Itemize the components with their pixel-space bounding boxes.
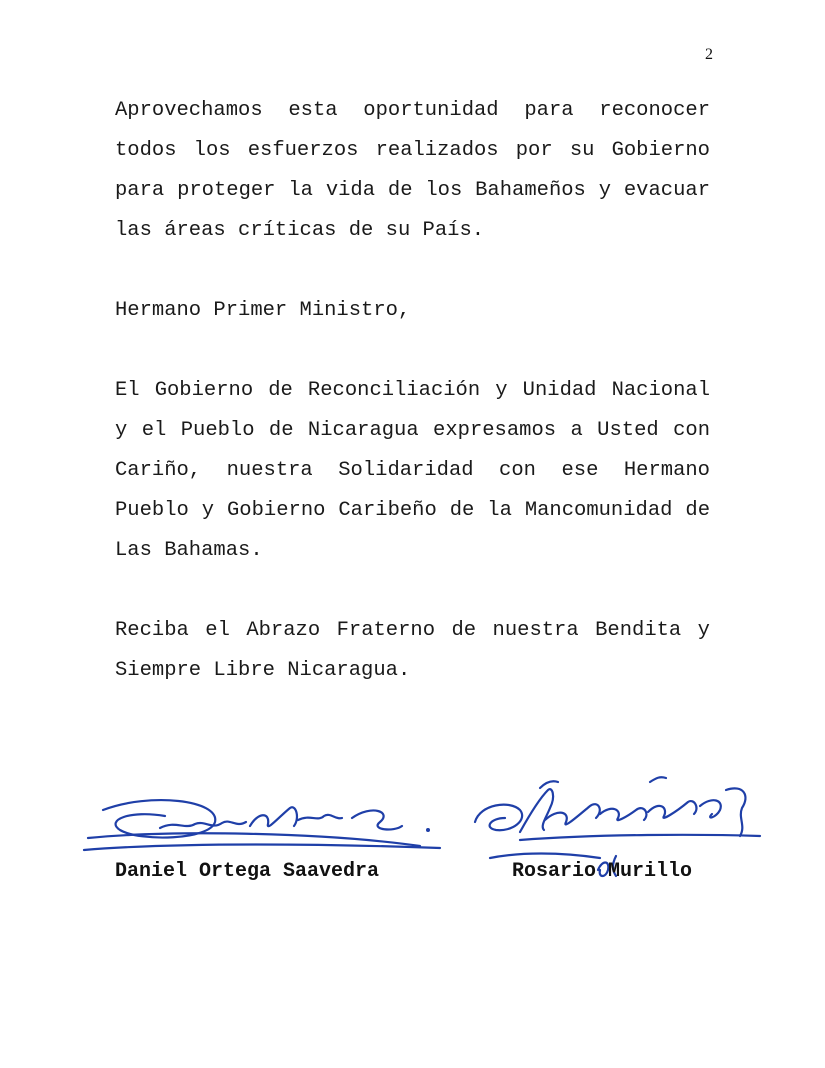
letter-body [115,91,710,731]
signer-name-daniel-ortega: Daniel Ortega Saavedra [115,860,380,883]
paragraph-closing: Reciba el Abrazo Fraterno de nuestra Bendita y Siempre Libre Nicaragua. [115,619,710,682]
signature-block [0,760,825,900]
paragraph-acknowledgement: Aprovechamos esta oportunidad para reconocer todos los esfuerzos realizados por su Gobierno para proteger la vida de los Bahameños y evacuar las áreas críticas de su País. [115,99,710,242]
page-number: 2 [705,46,713,63]
signature-daniel-ortega [84,800,440,850]
paragraph-solidarity: El Gobierno de Reconciliación y Unidad Nacional y el Pueblo de Nicaragua expresamos a Usted con Cariño, nuestra Solidaridad con ese Hermano Pueblo y Gobierno Caribeño de la Mancomunidad de Las Bahamas. [115,379,710,562]
paragraph-salutation: Hermano Primer Ministro, [115,299,411,322]
signer-name-rosario-murillo: Rosario Murillo [512,860,693,883]
